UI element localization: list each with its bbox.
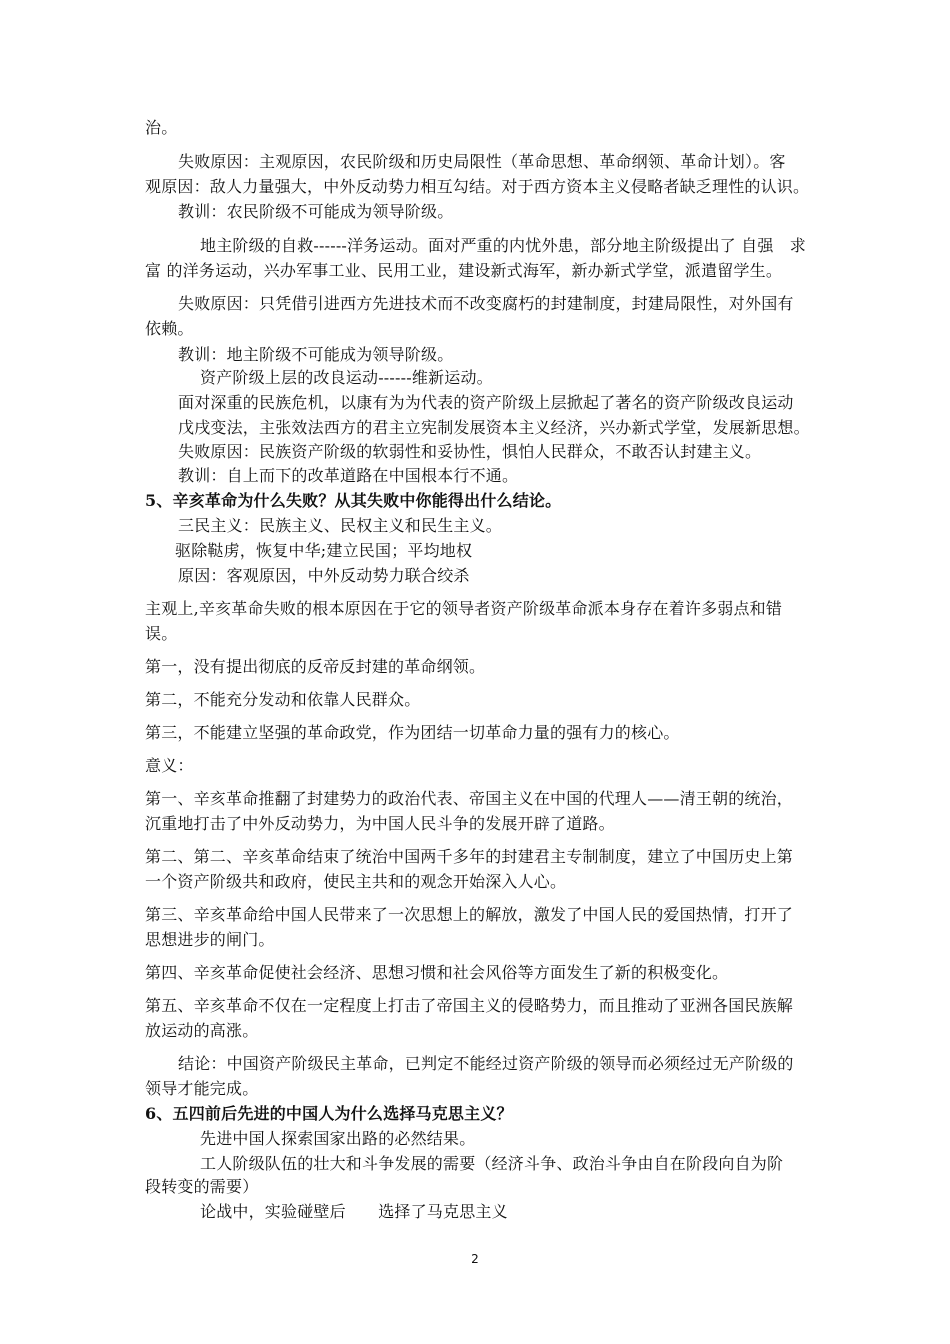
text-line: 放运动的高涨。 [145,1021,259,1040]
text-line: 三民主义：民族主义、民权主义和民生主义。 [178,516,503,535]
text-line: 失败原因：民族资产阶级的软弱性和妥协性，惧怕人民群众，不敢否认封建主义。 [178,442,762,461]
text-line: 失败原因：只凭借引进西方先进技术而不改变腐朽的封建制度，封建局限性，对外国有 [178,294,794,313]
text-line: 地主阶级的自救------洋务运动。面对严重的内忧外患，部分地主阶级提出了 自强 求 [200,236,806,255]
text-line: 第一、辛亥革命推翻了封建势力的政治代表、帝国主义在中国的代理人——清王朝的统治， [145,789,794,808]
text-line: 治。 [145,118,178,137]
text-line: 富 的洋务运动，兴办军事工业、民用工业，建设新式海军，新办新式学堂，派遣留学生。 [145,261,783,280]
text-line: 误。 [145,624,178,643]
text-line: 戊戌变法，主张效法西方的君主立宪制发展资本主义经济，兴办新式学堂，发展新思想。 [178,418,810,437]
text-line: 段转变的需要） [145,1177,259,1196]
text-line: 第一，没有提出彻底的反帝反封建的革命纲领。 [145,657,486,676]
text-line: 沉重地打击了中外反动势力，为中国人民斗争的发展开辟了道路。 [145,814,615,833]
text-line: 教训：地主阶级不可能成为领导阶级。 [178,345,454,364]
page-number: 2 [471,1252,479,1266]
text-line: 先进中国人探索国家出路的必然结果。 [200,1129,476,1148]
text-line: 原因：客观原因，中外反动势力联合绞杀 [178,566,470,585]
text-line: 领导才能完成。 [145,1079,259,1098]
text-line: 教训：自上而下的改革道路在中国根本行不通。 [178,466,519,485]
question-heading: 5、辛亥革命为什么失败？从其失败中你能得出什么结论。 [145,491,562,510]
text-line: 观原因：敌人力量强大，中外反动势力相互勾结。对于西方资本主义侵略者缺乏理性的认识。 [145,177,810,196]
text-line: 意义： [145,756,194,775]
text-line: 第五、辛亥革命不仅在一定程度上打击了帝国主义的侵略势力，而且推动了亚洲各国民族解 [145,996,794,1015]
text-line: 结论：中国资产阶级民主革命，已判定不能经过资产阶级的领导而必须经过无产阶级的 [178,1054,794,1073]
question-heading: 6、五四前后先进的中国人为什么选择马克思主义？ [145,1104,513,1123]
text-line: 工人阶级队伍的壮大和斗争发展的需要（经济斗争、政治斗争由自在阶段向自为阶 [200,1154,784,1173]
text-line: 第二，不能充分发动和依靠人民群众。 [145,690,421,709]
text-line: 第四、辛亥革命促使社会经济、思想习惯和社会风俗等方面发生了新的积极变化。 [145,963,729,982]
text-line: 论战中，实验碰壁后 选择了马克思主义 [200,1202,508,1221]
text-line: 第三，不能建立坚强的革命政党，作为团结一切革命力量的强有力的核心。 [145,723,680,742]
text-line: 主观上,辛亥革命失败的根本原因在于它的领导者资产阶级革命派本身存在着许多弱点和错 [145,599,783,618]
text-line: 思想进步的闸门。 [145,930,275,949]
text-line: 第三、辛亥革命给中国人民带来了一次思想上的解放，激发了中国人民的爱国热情，打开了 [145,905,794,924]
text-line: 资产阶级上层的改良运动------维新运动。 [200,368,493,387]
text-line: 教训：农民阶级不可能成为领导阶级。 [178,202,454,221]
text-line: 失败原因：主观原因，农民阶级和历史局限性（革命思想、革命纲领、革命计划）。客 [178,152,786,171]
text-line: 一个资产阶级共和政府，使民主共和的观念开始深入人心。 [145,872,567,891]
text-line: 驱除鞑虏，恢复中华;建立民国；平均地权 [175,541,473,560]
text-line: 依赖。 [145,319,194,338]
text-line: 面对深重的民族危机，以康有为为代表的资产阶级上层掀起了著名的资产阶级改良运动 [178,393,794,412]
text-line: 第二、第二、辛亥革命结束了统治中国两千多年的封建君主专制制度，建立了中国历史上第 [145,847,794,866]
